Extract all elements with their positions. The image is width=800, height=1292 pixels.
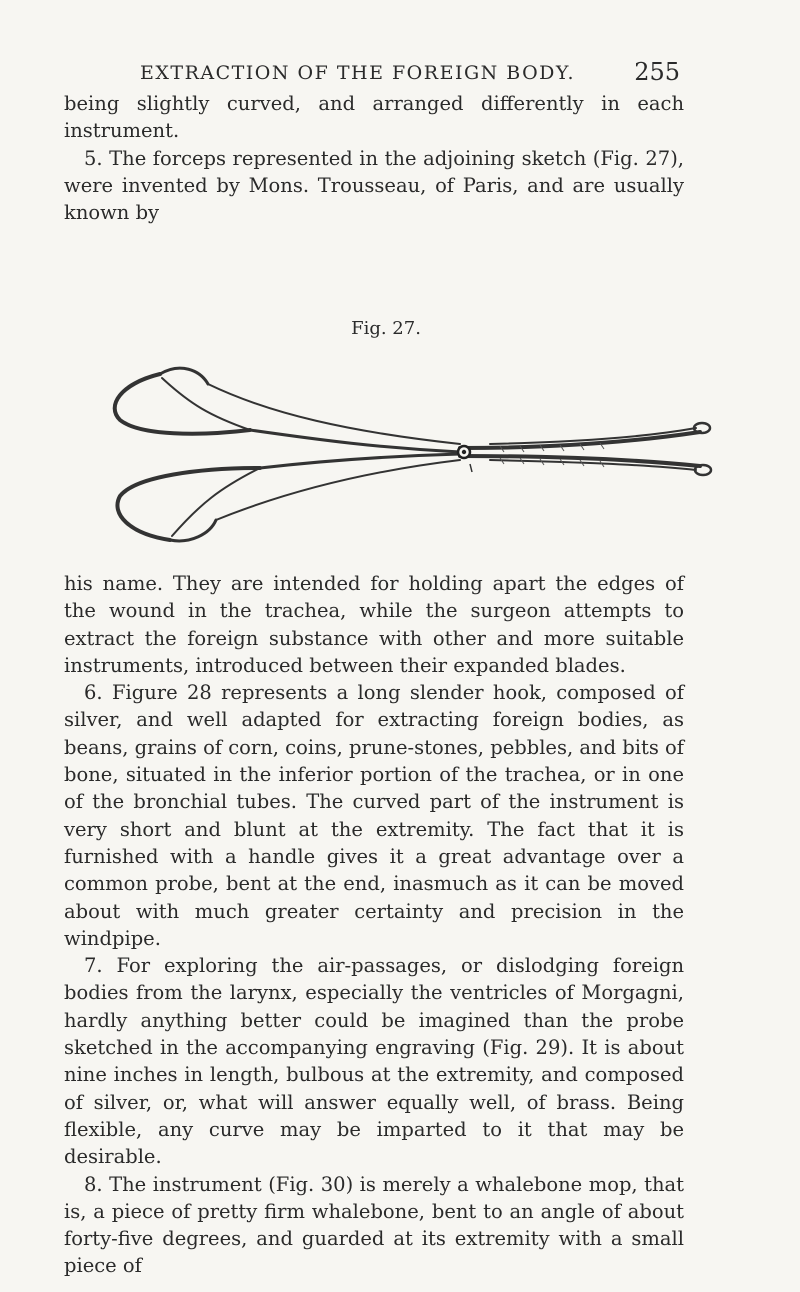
- text-block-bottom: [64, 570, 684, 1280]
- lower-handle-ring: [695, 465, 711, 475]
- figure-caption: Fig. 27.: [351, 318, 421, 339]
- paragraph-6: 6. Figure 28 represents a long slender hook, composed of silver, and well adapted for extracting foreign bodies, as beans, grains of corn, coins, prune-stones, pebbles, and bits of bone, situated in the inferior portion of the trachea, or in one of the bronchial tubes. The curved part of the instrument is very short and blunt at the extremity. The fact that it is furnished with a handle gives it a great advantage over a common probe, bent at the end, inasmuch as it can be moved about with much greater certainty and precision in the windpipe.: [64, 681, 684, 950]
- running-title: EXTRACTION OF THE FOREIGN BODY.: [140, 62, 576, 84]
- text-block-top: [64, 90, 684, 226]
- lower-shank: [260, 454, 460, 468]
- page-number: 255: [634, 58, 680, 86]
- paragraph-continuation: being slightly curved, and arranged differently in each instrument.: [64, 92, 684, 143]
- paragraph-continuation-2: his name. They are intended for holding apart the edges of the wound in the trachea, while the surgeon attempts to extract the foreign substance with other and more suitable instruments, introduced between their expanded blades.: [64, 572, 684, 677]
- forceps-illustration: [100, 344, 720, 550]
- paragraph-5: 5. The forceps represented in the adjoining sketch (Fig. 27), were invented by Mons. Trousseau, of Paris, and are usually known by: [64, 146, 684, 225]
- upper-blade: [115, 374, 250, 434]
- paragraph-7: 7. For exploring the air-passages, or dislodging foreign bodies from the larynx, especially the ventricles of Morgagni, hardly anything better could be imagined than the probe sketched in the accompanying engraving (Fig. 29). It is about nine inches in length, bulbous at the extremity, and composed of silver, or, what will answer equally well, of brass. Being flexible, any curve may be imparted to it that may be desirable.: [64, 954, 684, 1169]
- paragraph-8: 8. The instrument (Fig. 30) is merely a whalebone mop, that is, a piece of pretty firm whalebone, bent to an angle of about forty-five degrees, and guarded at its extremity with a small piece of: [64, 1172, 684, 1278]
